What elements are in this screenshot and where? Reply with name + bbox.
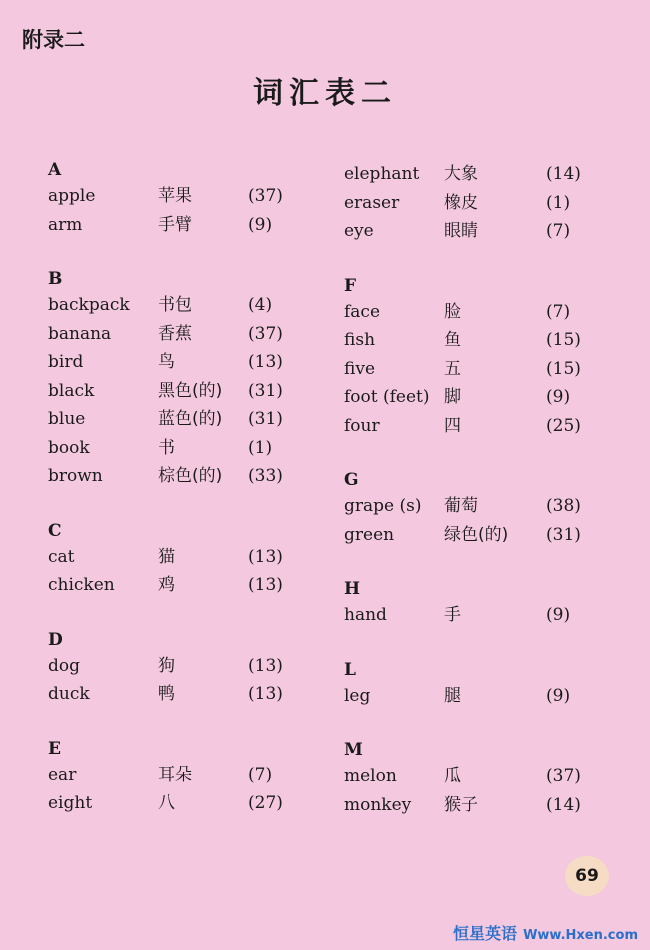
page-ref: (31)	[248, 380, 283, 401]
page-ref: (9)	[546, 605, 571, 625]
chinese-meaning: 绿色(的)	[444, 524, 509, 545]
section-letter: E	[48, 738, 61, 759]
chinese-meaning: 蓝色(的)	[158, 409, 223, 429]
english-word: face	[344, 301, 381, 322]
page-ref: (37)	[248, 186, 283, 206]
vocab-entry	[48, 680, 308, 709]
chinese-meaning: 五	[444, 358, 461, 379]
chinese-meaning: 手臂	[158, 214, 192, 235]
chinese-meaning: 四	[444, 415, 461, 436]
section-letter: M	[344, 740, 363, 760]
chinese-meaning: 香蕉	[158, 323, 192, 344]
chinese-meaning: 鸡	[158, 575, 175, 595]
vocab-entry	[344, 355, 604, 384]
vocab-section	[344, 468, 604, 549]
english-word: black	[48, 380, 95, 401]
page-ref: (13)	[248, 684, 283, 704]
english-word: monkey	[344, 794, 412, 815]
english-word: grape (s)	[344, 496, 422, 516]
page-ref: (33)	[248, 466, 283, 486]
english-word: fish	[344, 330, 376, 350]
vocab-entry	[344, 601, 604, 630]
vocab-section	[344, 577, 604, 630]
section-letter: D	[48, 629, 63, 650]
english-word: blue	[48, 409, 86, 429]
vocab-entry	[344, 160, 604, 189]
vocab-entry	[344, 492, 604, 521]
english-word: duck	[48, 684, 90, 704]
chinese-meaning: 八	[158, 793, 175, 813]
page-ref: (7)	[546, 301, 571, 322]
page-ref: (4)	[248, 295, 273, 315]
chinese-meaning: 耳朵	[158, 764, 192, 785]
english-word: book	[48, 437, 90, 458]
section-letter: A	[48, 160, 62, 180]
vocab-entry	[48, 377, 308, 406]
page-title: 词汇表二	[253, 76, 397, 111]
vocab-entry	[48, 761, 308, 790]
page-ref: (9)	[546, 685, 571, 706]
vocab-entry	[48, 182, 308, 211]
appendix-label: 附录二	[22, 28, 85, 52]
chinese-meaning: 手	[444, 605, 461, 625]
english-word: foot (feet)	[344, 387, 430, 407]
vocab-entry	[48, 462, 308, 491]
page-ref: (15)	[546, 330, 581, 350]
vocab-section	[344, 738, 604, 819]
english-word: green	[344, 524, 395, 545]
section-letter: B	[48, 269, 63, 289]
english-word: apple	[48, 186, 96, 206]
page-ref: (13)	[248, 575, 283, 595]
page-ref: (37)	[546, 766, 581, 786]
chinese-meaning: 橡皮	[444, 192, 478, 213]
chinese-meaning: 书包	[158, 295, 192, 315]
vocab-entry	[344, 412, 604, 441]
page-ref: (31)	[248, 409, 283, 429]
english-word: ear	[48, 764, 77, 785]
page-ref: (14)	[546, 794, 581, 815]
vocab-section	[344, 658, 604, 711]
english-word: brown	[48, 466, 103, 486]
page-ref: (14)	[546, 164, 581, 184]
watermark-url: Www.Hxen.com	[523, 928, 638, 943]
vocab-entry	[48, 211, 308, 240]
chinese-meaning: 葡萄	[444, 496, 478, 516]
vocab-section	[48, 628, 308, 709]
english-word: arm	[48, 214, 83, 235]
vocab-entry	[48, 291, 308, 320]
page-ref: (9)	[546, 387, 571, 407]
vocab-entry	[344, 189, 604, 218]
chinese-meaning: 猴子	[444, 794, 478, 815]
vocab-entry	[344, 791, 604, 820]
watermark	[453, 921, 638, 944]
english-word: five	[344, 358, 376, 379]
vocab-entry	[48, 434, 308, 463]
vocab-section	[344, 274, 604, 441]
english-word: chicken	[48, 575, 115, 595]
chinese-meaning: 猫	[158, 546, 175, 567]
chinese-meaning: 书	[158, 437, 175, 458]
chinese-meaning: 大象	[444, 164, 478, 184]
vocab-entry	[48, 789, 308, 818]
page-ref: (13)	[248, 655, 283, 676]
vocab-entry	[48, 348, 308, 377]
english-word: dog	[48, 655, 80, 676]
english-word: eraser	[344, 192, 400, 213]
page-number: 69	[565, 856, 609, 896]
vocab-column-right	[344, 160, 604, 847]
page-ref: (7)	[248, 764, 273, 785]
vocab-column-left	[48, 158, 308, 846]
vocab-section	[48, 158, 308, 239]
chinese-meaning: 苹果	[158, 186, 192, 206]
chinese-meaning: 狗	[158, 655, 175, 676]
vocab-section	[48, 737, 308, 818]
page-ref: (13)	[248, 352, 283, 372]
section-letter: F	[344, 275, 357, 296]
chinese-meaning: 鱼	[444, 330, 461, 350]
watermark-text: 恒星英语	[453, 924, 518, 943]
vocab-section	[48, 519, 308, 600]
section-letter: G	[344, 470, 359, 490]
english-word: eight	[48, 793, 93, 813]
vocab-entry	[344, 217, 604, 246]
vocab-entry	[344, 682, 604, 711]
page-ref: (37)	[248, 323, 283, 344]
vocab-entry	[344, 326, 604, 355]
vocab-entry	[48, 320, 308, 349]
vocab-entry	[48, 571, 308, 600]
section-letter: H	[344, 579, 361, 599]
chinese-meaning: 棕色(的)	[158, 466, 223, 486]
page-ref: (9)	[248, 214, 273, 235]
vocab-entry	[344, 762, 604, 791]
vocab-entry	[344, 298, 604, 327]
section-letter: C	[48, 520, 62, 541]
vocab-entry	[344, 521, 604, 550]
chinese-meaning: 腿	[444, 685, 461, 706]
vocab-section	[344, 160, 604, 246]
vocab-entry	[48, 543, 308, 572]
page-ref: (15)	[546, 358, 581, 379]
chinese-meaning: 瓜	[444, 766, 461, 786]
vocab-entry	[344, 383, 604, 412]
page-ref: (13)	[248, 546, 283, 567]
page-ref: (1)	[248, 437, 273, 458]
chinese-meaning: 鸭	[158, 684, 175, 704]
page-ref: (27)	[248, 793, 283, 813]
vocab-entry	[48, 405, 308, 434]
english-word: four	[344, 415, 380, 436]
vocab-entry	[48, 652, 308, 681]
vocab-section	[48, 267, 308, 491]
page-ref: (38)	[546, 496, 581, 516]
chinese-meaning: 眼睛	[444, 221, 478, 241]
chinese-meaning: 黑色(的)	[158, 380, 223, 401]
english-word: cat	[48, 546, 75, 567]
page-ref: (25)	[546, 415, 581, 436]
english-word: hand	[344, 605, 387, 625]
page-ref: (7)	[546, 221, 571, 241]
english-word: leg	[344, 685, 371, 706]
chinese-meaning: 鸟	[158, 352, 175, 372]
chinese-meaning: 脸	[444, 301, 461, 322]
english-word: eye	[344, 221, 374, 241]
section-letter: L	[344, 659, 356, 680]
page-ref: (31)	[546, 524, 581, 545]
english-word: bird	[48, 352, 84, 372]
english-word: elephant	[344, 164, 420, 184]
page-ref: (1)	[546, 192, 571, 213]
chinese-meaning: 脚	[444, 387, 461, 407]
english-word: banana	[48, 323, 112, 344]
english-word: backpack	[48, 295, 130, 315]
english-word: melon	[344, 766, 397, 786]
